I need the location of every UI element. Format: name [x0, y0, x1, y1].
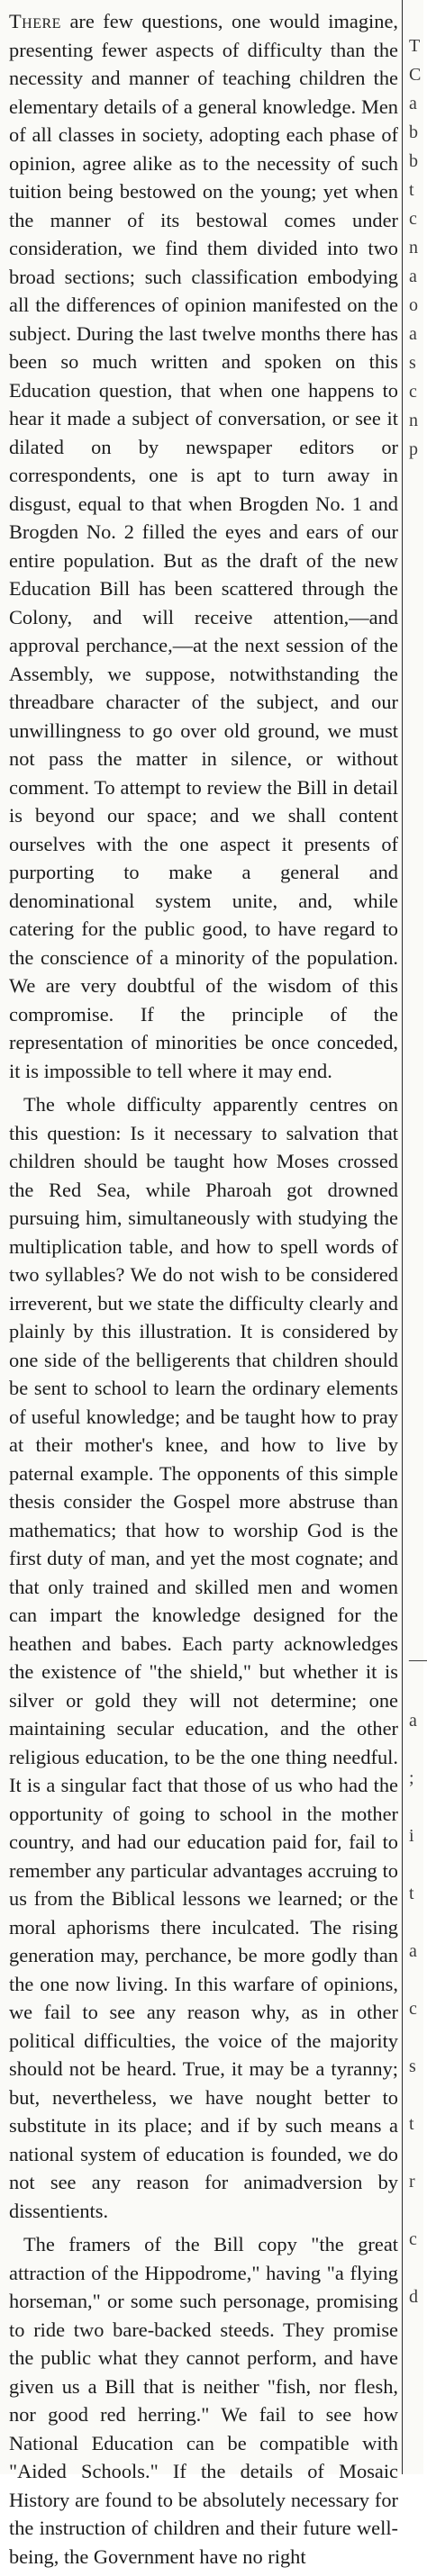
- fragment: s: [409, 353, 416, 373]
- fragment: b: [409, 151, 418, 171]
- fragment: n: [409, 238, 418, 258]
- fragment: T: [409, 36, 421, 56]
- fragment: a: [409, 94, 417, 113]
- fragment: a: [409, 1711, 417, 1731]
- fragment: p: [409, 439, 418, 459]
- opening-word: There: [9, 10, 61, 32]
- fragment: c: [409, 209, 417, 229]
- adjacent-column-fragments: [407, 0, 427, 2474]
- column-divider: [402, 0, 403, 2474]
- fragment: t: [409, 180, 414, 200]
- fragment: s: [409, 2056, 416, 2076]
- fragment: ;: [409, 1768, 414, 1788]
- fragment: d: [409, 2287, 418, 2307]
- article-paragraph-2: The whole difficulty apparently centres on this question: Is it necessary to salvation that children should be taught how Moses crossed the Red Sea, while Pharoah got drowned pursuing him, simultaneously with studying the multiplication table, and how to spell words of two syllables? We do not wish to be considered irreverent, but we state the difficulty clearly and plainly by this illustration. It is considered by one side of the belligerents that children should be sent to school to learn the ordinary elements of useful knowledge; and be taught how to pray at their mother's knee, and how to live by paternal example. The opponents of this simple thesis consider the Gospel more abstruse than mathematics; that how to worship God is the first duty of man, and yet the most cognate; and that only trained and skilled men and women can impart the knowledge designed for the heathen and babes. Each party acknowledges the existence of "the shield," but whether it is silver or gold they will not determine; one maintaining secular education, and the other religious education, to be the one thing needful. It is a singular fact that those of us who had the opportunity of going to school in the mother country, and had our education paid for, fail to remember any particular advantages accruing to us from the Biblical lessons we learned; or the moral aphorisms there inculcated. The rising generation may, perchance, be more godly than the one now living. In this warfare of opinions, we fail to see any reason why, as in other political difficulties, the voice of the majority should not be heard. True, it may be a tyranny; but, nevertheless, we have nought better to substitute in its place; and if by such means a national system of education is founded, we do not see any reason for animadversion by dissentients.: [9, 1093, 398, 2222]
- fragment: i: [409, 1826, 414, 1846]
- fragment: o: [409, 295, 418, 315]
- fragment: t: [409, 1884, 414, 1903]
- fragment: a: [409, 267, 417, 286]
- fragment: r: [409, 2172, 415, 2192]
- fragment: t: [409, 2114, 414, 2134]
- fragment: —: [409, 1650, 427, 1669]
- fragment: c: [409, 382, 417, 402]
- fragment: b: [409, 122, 418, 142]
- fragment: c: [409, 1999, 417, 2019]
- article-column: [9, 7, 398, 2576]
- fragment: n: [409, 411, 418, 430]
- article-paragraph-1: [9, 7, 398, 1085]
- paragraph-1-text: are few questions, one would imagine, presenting fewer aspects of difficulty than the necessity and manner of teaching children the elementary details of a general knowledge. Men of all classes in society, adopting each phase of opinion, agree alike as to the necessity of such tuition being bestowed on the young; yet when the manner of its bestowal comes under consideration, we find them divided into two broad sections; such classification embodying all the differences of opinion manifested on the subject. During the last twelve months there has been so much written and spoken on this Education question, that when one happens to hear it made a subject of conversation, or see it dilated on by newspaper editors or correspondents, one is apt to turn away in disgust, equal to that when Brogden No. 1 and Brogden No. 2 filled the eyes and ears of our entire population. But as the draft of the new Education Bill has been scattered through the Colony, and will receive attention,—and approval perchance,—at the next session of the Assembly, we suppose, notwithstanding the threadbare character of the subject, and our unwillingness to go over old ground, we must not pass the matter in silence, or without comment. To attempt to review the Bill in detail is beyond our space; and we shall content ourselves with the one aspect it presents of purporting to make a general and denominational system unite, and, while catering for the public good, to have regard to the conscience of a minority of the population. We are very doubtful of the wisdom of this compromise. If the principle of the representation of minorities be once conceded, it is impossible to tell where it may end.: [9, 10, 398, 1082]
- fragment: a: [409, 1941, 417, 1961]
- fragment: a: [409, 324, 417, 344]
- article-paragraph-3: The framers of the Bill copy "the great attraction of the Hippodrome," having "a flying horseman," or some such personage, promising to ride two bare-backed steeds. They promise the public what they cannot perform, and have given us a Bill that is neither "fish, nor flesh, nor good red herring." We fail to see how National Education can be compatible with "Aided Schools." If the details of Mosaic History are found to be absolutely necessary for the instruction of children and their future well-being, the Government have no right: [9, 2233, 398, 2568]
- fragment: c: [409, 2229, 417, 2249]
- fragment: C: [409, 65, 422, 85]
